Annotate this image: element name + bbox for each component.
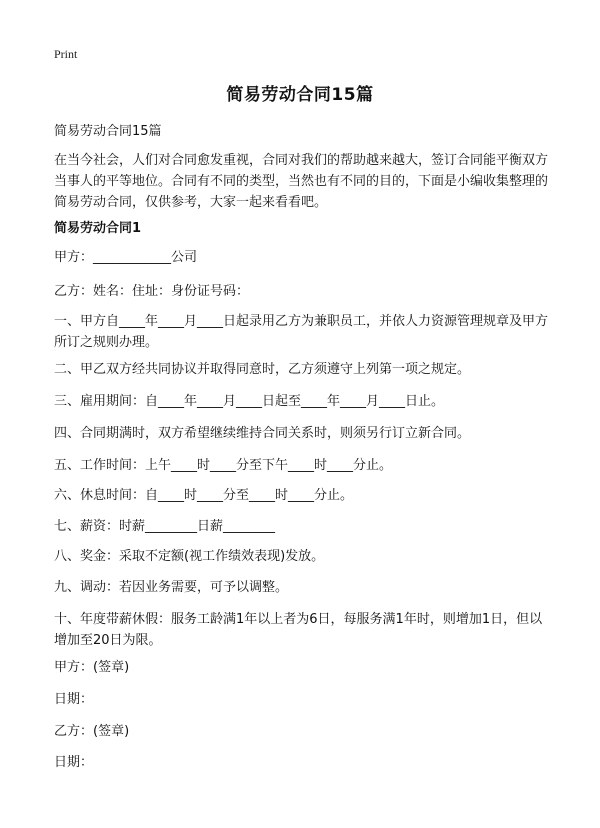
document-title: 简易劳动合同15篇: [226, 85, 374, 105]
clause-7-salary: 七、薪资：时薪________日薪________: [54, 519, 276, 534]
clause-party-a: 甲方：____________公司: [54, 250, 198, 265]
signature-party-a: 甲方：(签章): [54, 660, 130, 675]
clause-6-rest-hours: 六、休息时间：自____时____分至____时____分止。: [54, 488, 354, 503]
clause-4-renewal: 四、合同期满时，双方希望继续维持合同关系时，则须另行订立新合同。: [54, 426, 471, 441]
document-subtitle: 简易劳动合同15篇: [54, 124, 162, 139]
clause-3-period: 三、雇用期间：自____年____月____日起至____年____月____日止。: [54, 394, 445, 409]
section-heading: 简易劳动合同1: [54, 221, 142, 236]
clause-10-annual-leave: 十、年度带薪休假：服务工龄满1年以上者为6日，每服务满1年时，则增加1日，但以增加至20日为限。: [54, 612, 543, 648]
clause-8-bonus: 八、奖金：采取不定额(视工作绩效表现)发放。: [54, 549, 325, 564]
date-party-b: 日期：: [54, 755, 94, 770]
clause-1-employment: 一、甲方自____年____月____日起录用乙方为兼职员工，并依人力资源管理规章及甲方所订之规则办理。: [54, 314, 549, 350]
clause-9-transfer: 九、调动：若因业务需要，可予以调整。: [54, 580, 289, 595]
clause-5-work-hours: 五、工作时间：上午____时____分至下午____时____分止。: [54, 458, 393, 473]
clause-2-agreement: 二、甲乙双方经共同协议并取得同意时，乙方须遵守上列第一项之规定。: [54, 362, 471, 377]
signature-party-b: 乙方：(签章): [54, 724, 130, 739]
intro-paragraph: 在当今社会，人们对合同愈发重视，合同对我们的帮助越来越大，签订合同能平衡双方当事人的平等地位。合同有不同的类型，当然也有不同的目的，下面是小编收集整理的简易劳动合同，仅供参考，大家一起来看看吧。: [54, 153, 549, 210]
date-party-a: 日期：: [54, 692, 94, 707]
clause-party-b: 乙方：姓名：住址：身份证号码：: [54, 284, 250, 299]
print-link[interactable]: Print: [54, 47, 78, 61]
